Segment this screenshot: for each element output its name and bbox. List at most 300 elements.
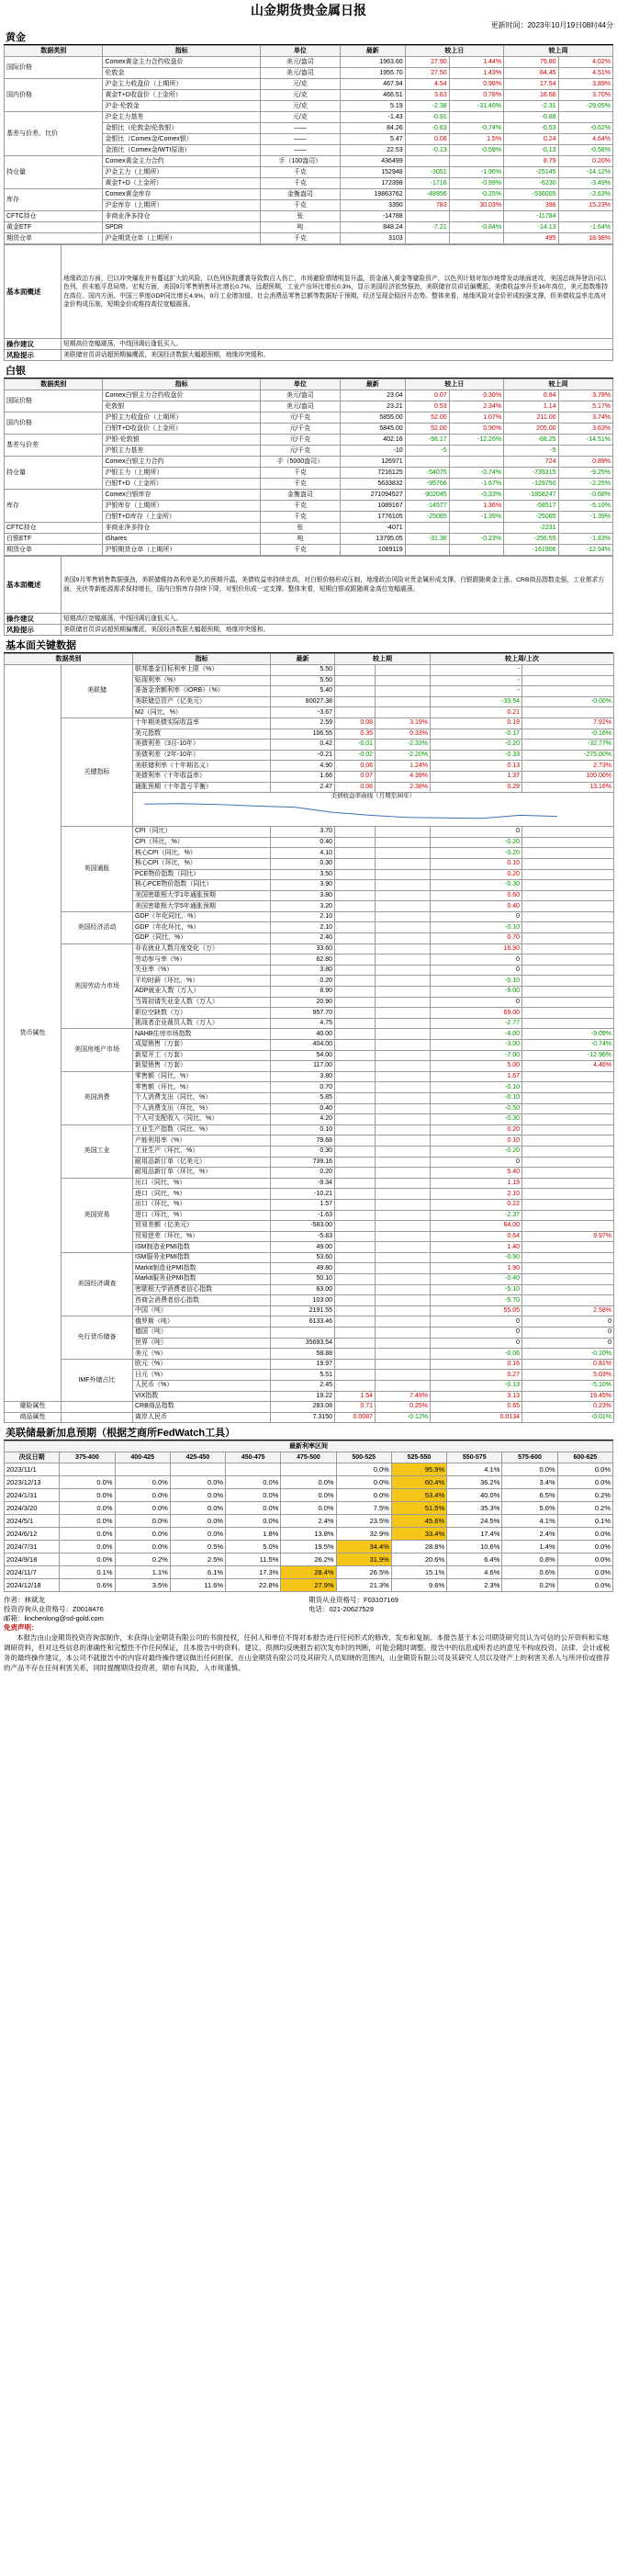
macro-row [5, 1029, 614, 1040]
macro-prev-change-cell: 0 [431, 1316, 522, 1328]
gold-day-change-cell [405, 156, 449, 167]
macro-change-cell [335, 987, 376, 998]
macro-indicator-cell: 德国（吨） [133, 1328, 271, 1339]
macro-change-pct-cell [376, 1328, 431, 1339]
silver-unit-cell: 吨 [260, 534, 340, 545]
macro-change-cell [335, 1071, 376, 1082]
macro-prev-pct-cell [522, 1071, 614, 1082]
macro-change-pct-cell [376, 1242, 431, 1253]
silver-latest-cell: 23.04 [340, 390, 405, 401]
macro-change-pct-cell [376, 1029, 431, 1040]
macro-prev-pct-cell [522, 997, 614, 1008]
gold-latest-cell: 1963.60 [340, 57, 405, 68]
fedwatch-prob-cell: 0.2% [557, 1502, 612, 1515]
macro-change-cell [335, 1252, 376, 1263]
macro-prev-pct-cell [522, 1114, 614, 1125]
macro-prev-change-cell: 0 [431, 1338, 522, 1349]
macro-latest-cell: 0.30 [271, 858, 335, 869]
gold-day-pct-cell: -31.46% [449, 101, 503, 112]
macro-prev-pct-cell: -0.74% [522, 1040, 614, 1051]
silver-day-pct-cell [449, 545, 503, 556]
gold-day-pct-cell: -0.84% [449, 222, 503, 233]
gold-indicator-cell: 沪金主力（上期所） [103, 167, 260, 178]
silver-week-pct-cell: 3.74% [558, 412, 613, 424]
macro-table-body [5, 665, 614, 1423]
gold-latest-cell: 22.53 [340, 145, 405, 156]
macro-group-category: 美国贸易 [62, 1178, 133, 1252]
gold-week-pct-cell: 4.64% [558, 134, 613, 145]
macro-indicator-cell: 美元（%） [133, 1349, 271, 1360]
macro-latest-cell: 117.00 [271, 1061, 335, 1072]
silver-week-change-cell: -68.25 [504, 435, 558, 446]
gold-day-change-cell: -0.91 [405, 112, 449, 123]
macro-indicator-cell: 工业生产指数（同比，%） [133, 1124, 271, 1135]
gold-week-change-cell: 84.45 [504, 68, 558, 79]
macro-change-cell [335, 955, 376, 966]
macro-indicator-cell: 准备金余额利率（IORB）（%） [133, 686, 271, 697]
gold-unit-cell: 手（100盎司） [260, 156, 340, 167]
gold-week-pct-cell: 18.98% [558, 233, 613, 244]
macro-prev-change-cell: 0.16 [431, 1359, 522, 1370]
macro-change-pct-cell: 0.33% [376, 729, 431, 740]
silver-day-pct-cell: -0.23% [449, 534, 503, 545]
macro-change-cell [335, 665, 376, 676]
silver-day-pct-cell [449, 457, 503, 468]
gold-section-title: 黄金 [4, 31, 613, 45]
macro-prev-pct-cell: 9.97% [522, 1231, 614, 1242]
macro-prev-change-cell: -0.40 [431, 1274, 522, 1285]
gold-table-body [5, 57, 613, 244]
gold-week-pct-cell: 15.23% [558, 200, 613, 211]
macro-change-pct-cell [376, 837, 431, 848]
macro-indicator-cell: 当周初请失业金人数（万人） [133, 997, 271, 1008]
gold-category-cell: 国际价格 [5, 57, 103, 79]
fedwatch-prob-cell: 0.1% [60, 1566, 115, 1579]
macro-group-category: 美国工业 [62, 1124, 133, 1178]
macro-change-cell [335, 1328, 376, 1339]
silver-week-pct-cell: -0.68% [558, 490, 613, 501]
macro-col-header: 最新 [271, 654, 335, 665]
gold-day-change-cell: -1716 [405, 178, 449, 189]
silver-col-header: 较上日 [405, 379, 503, 390]
fedwatch-prob-cell: 3.5% [115, 1579, 170, 1592]
fedwatch-col-header: 425-450 [170, 1452, 225, 1463]
gold-row [5, 222, 613, 233]
silver-row [5, 490, 613, 501]
fedwatch-prob-cell: 6.5% [502, 1489, 557, 1502]
macro-prev-change-cell: 64.00 [431, 1221, 522, 1232]
gold-day-change-cell [405, 211, 449, 222]
macro-change-cell [335, 1349, 376, 1360]
silver-day-change-cell: -25065 [405, 512, 449, 523]
macro-group-category: 美国房地产市场 [62, 1029, 133, 1071]
macro-indicator-cell: 美联储总资产（亿美元） [133, 696, 271, 707]
silver-week-pct-cell: -9.25% [558, 468, 613, 479]
macro-prev-pct-cell: -0.01% [522, 1412, 614, 1423]
silver-day-pct-cell: 2.34% [449, 401, 503, 412]
silver-latest-cell: -4071 [340, 523, 405, 534]
macro-change-pct-cell [376, 1199, 431, 1210]
silver-indicator-cell: 伦敦银 [103, 401, 260, 412]
macro-change-pct-cell [376, 1210, 431, 1221]
macro-change-pct-cell [376, 987, 431, 998]
macro-latest-cell: 2.45 [271, 1381, 335, 1392]
gold-day-pct-cell: 30.03% [449, 200, 503, 211]
macro-latest-cell: 3.80 [271, 965, 335, 976]
macro-col-header: 指标 [133, 654, 271, 665]
silver-week-change-cell: -58517 [504, 501, 558, 512]
gold-unit-cell: —— [260, 134, 340, 145]
macro-change-cell [335, 1189, 376, 1200]
macro-outer-category: 货币属性 [5, 665, 62, 1402]
footer [4, 1596, 613, 1673]
macro-indicator-cell: 平均时薪（环比，%） [133, 976, 271, 987]
silver-latest-cell: 5633832 [340, 479, 405, 490]
silver-indicator-cell: Comex白银主力合约 [103, 457, 260, 468]
gold-indicator-cell: 沪金库存（上期所） [103, 200, 260, 211]
macro-prev-pct-cell [522, 1018, 614, 1029]
macro-latest-cell: 103.00 [271, 1295, 335, 1306]
macro-prev-pct-cell [522, 1135, 614, 1147]
macro-prev-pct-cell [522, 943, 614, 955]
macro-change-cell [335, 707, 376, 718]
macro-change-cell [335, 922, 376, 933]
gold-day-pct-cell [449, 156, 503, 167]
macro-prev-pct-cell: 13.16% [522, 782, 614, 793]
macro-change-cell [335, 965, 376, 976]
silver-week-change-cell: -256.55 [504, 534, 558, 545]
fedwatch-prob-cell: 0.0% [170, 1489, 225, 1502]
silver-category-cell: 国际价格 [5, 390, 103, 412]
macro-prev-pct-cell [522, 922, 614, 933]
fedwatch-prob-cell: 1.1% [115, 1566, 170, 1579]
gold-week-change-cell: 495 [504, 233, 558, 244]
macro-latest-cell: 0.42 [271, 740, 335, 751]
macro-prev-change-cell: 1.90 [431, 1263, 522, 1274]
silver-week-pct-cell: -1.39% [558, 512, 613, 523]
macro-change-cell [335, 675, 376, 686]
gold-latest-cell: 5.47 [340, 134, 405, 145]
macro-change-cell [335, 1135, 376, 1147]
macro-prev-pct-cell [522, 1295, 614, 1306]
macro-change-pct-cell [376, 1103, 431, 1114]
macro-prev-change-cell: 0 [431, 997, 522, 1008]
silver-col-header: 较上周 [504, 379, 613, 390]
gold-week-pct-cell: -0.62% [558, 123, 613, 134]
macro-latest-cell: 0.70 [271, 1082, 335, 1093]
macro-latest-cell: -9.34 [271, 1178, 335, 1189]
macro-change-pct-cell [376, 707, 431, 718]
macro-prev-pct-cell: -275.00% [522, 750, 614, 761]
fedwatch-prob-cell: 9.6% [391, 1579, 446, 1592]
fedwatch-col-header: 600-625 [557, 1452, 612, 1463]
macro-latest-cell: 957.70 [271, 1008, 335, 1019]
silver-latest-cell: -10 [340, 446, 405, 457]
gold-latest-cell: 467.94 [340, 79, 405, 90]
gold-risk-label: 风险提示 [5, 350, 62, 361]
silver-indicator-cell: 沪银期货仓单（上期所） [103, 545, 260, 556]
fedwatch-prob-cell: 5.6% [502, 1502, 557, 1515]
gold-week-pct-cell [558, 112, 613, 123]
silver-day-change-cell: 52.00 [405, 424, 449, 435]
macro-prev-change-cell: -0.13 [431, 1381, 522, 1392]
fedwatch-prob-cell: 13.8% [281, 1528, 336, 1541]
silver-week-change-cell: -1858247 [504, 490, 558, 501]
macro-prev-pct-cell [522, 1252, 614, 1263]
gold-indicator-cell: Comex黄金库存 [103, 189, 260, 200]
silver-latest-cell: 5845.00 [340, 424, 405, 435]
silver-day-pct-cell: 0.30% [449, 390, 503, 401]
macro-change-cell [335, 1040, 376, 1051]
silver-week-pct-cell: -1.83% [558, 534, 613, 545]
macro-prev-pct-cell [522, 827, 614, 838]
gold-week-change-cell: -536005 [504, 189, 558, 200]
gold-unit-cell: 元/克 [260, 101, 340, 112]
silver-row [5, 412, 613, 424]
gold-latest-cell: 19863762 [340, 189, 405, 200]
fedwatch-prob-cell: 34.4% [336, 1541, 391, 1554]
macro-prev-pct-cell: 0 [522, 1338, 614, 1349]
macro-change-cell [335, 997, 376, 1008]
silver-week-change-cell: 211.00 [504, 412, 558, 424]
macro-change-cell [335, 943, 376, 955]
gold-row [5, 57, 613, 68]
gold-week-change-cell: -11784 [504, 211, 558, 222]
macro-change-cell [335, 1274, 376, 1285]
macro-latest-cell: 739.16 [271, 1157, 335, 1168]
macro-prev-change-cell: -3.00 [431, 1040, 522, 1051]
gold-unit-cell: 美元/盎司 [260, 57, 340, 68]
silver-unit-cell: 元/千克 [260, 435, 340, 446]
silver-category-cell: 白银ETF [5, 534, 103, 545]
yield-curve-label: 美债收益率曲线（月期至30年） [331, 793, 416, 800]
silver-header-row [5, 379, 613, 390]
fedwatch-col-header: 525-550 [391, 1452, 446, 1463]
macro-change-pct-cell [376, 1157, 431, 1168]
macro-change-pct-cell [376, 1124, 431, 1135]
gold-day-change-cell: -0.13 [405, 145, 449, 156]
silver-day-change-cell: -14577 [405, 501, 449, 512]
fedwatch-prob-cell: 0.0% [281, 1489, 336, 1502]
silver-indicator-cell: 白银T+D库存（上金所） [103, 512, 260, 523]
macro-group-category: 央行货币储备 [62, 1316, 133, 1359]
macro-latest-cell: 5.40 [271, 686, 335, 697]
macro-indicator-cell: 进口（环比，%） [133, 1210, 271, 1221]
macro-change-pct-cell [376, 933, 431, 944]
macro-prev-pct-cell [522, 1146, 614, 1157]
fedwatch-prob-cell [115, 1463, 170, 1476]
macro-change-cell [335, 1008, 376, 1019]
gold-indicator-cell: 伦敦金 [103, 68, 260, 79]
fedwatch-prob-cell: 26.5% [336, 1566, 391, 1579]
gold-unit-cell: 张 [260, 211, 340, 222]
silver-col-header: 单位 [260, 379, 340, 390]
fedwatch-prob-cell: 3.4% [502, 1476, 557, 1489]
macro-latest-cell: 106.55 [271, 729, 335, 740]
macro-change-cell [335, 1295, 376, 1306]
macro-indicator-cell: PCE物价指数（同比） [133, 869, 271, 880]
gold-category-cell: 库存 [5, 189, 103, 211]
silver-day-pct-cell: -1.39% [449, 512, 503, 523]
macro-prev-pct-cell: -32.77% [522, 740, 614, 751]
fedwatch-prob-cell: 0.0% [336, 1463, 391, 1476]
macro-prev-change-cell: -4.00 [431, 1029, 522, 1040]
fedwatch-prob-cell: 0.2% [115, 1554, 170, 1566]
fedwatch-row [5, 1489, 613, 1502]
silver-fundamentals-text: 美国9月零售销售数据强劲，美联储维持高利率更久的预期升温，美债收益率持续走高，对白银价格形成压制，地缘政治风险对贵金属形成支撑，白银跟随黄金上涨。CRB商品指数走强，工业需求方面，光伏等新能源需求保持增长，国内白银库存持续下降，对银价形成一定支撑。整体来看，短期白银或跟随黄金高位宽幅震荡。 [62, 557, 613, 614]
silver-day-change-cell: -56.17 [405, 435, 449, 446]
macro-prev-change-cell: 5.40 [431, 1168, 522, 1179]
macro-latest-cell: 63.00 [271, 1284, 335, 1295]
macro-col-header: 数据类别 [5, 654, 133, 665]
gold-unit-cell: 千克 [260, 200, 340, 211]
fedwatch-row [5, 1476, 613, 1489]
gold-col-header: 最新 [340, 46, 405, 57]
gold-latest-cell: 848.24 [340, 222, 405, 233]
macro-indicator-cell: 世界（吨） [133, 1338, 271, 1349]
gold-latest-cell: 3103 [340, 233, 405, 244]
macro-indicator-cell: 美债利差（2年-10年） [133, 750, 271, 761]
email[interactable]: 邮箱：linchenlong@sd-gold.com [4, 1614, 104, 1623]
macro-prev-pct-cell [522, 848, 614, 859]
gold-week-pct-cell: -29.05% [558, 101, 613, 112]
macro-prev-change-cell: 0.10 [431, 858, 522, 869]
fedwatch-prob-cell: 17.3% [226, 1566, 281, 1579]
gold-week-change-cell: -2.31 [504, 101, 558, 112]
macro-latest-cell: 2.10 [271, 922, 335, 933]
silver-unit-cell: 元/千克 [260, 412, 340, 424]
gold-category-cell: CFTC持仓 [5, 211, 103, 222]
gold-indicator-cell: 沪金期货仓单（上期所） [103, 233, 260, 244]
macro-change-cell [335, 1178, 376, 1189]
macro-prev-change-cell: 0.40 [431, 901, 522, 912]
macro-latest-cell: 2.40 [271, 933, 335, 944]
gold-day-pct-cell: 0.98% [449, 79, 503, 90]
silver-week-pct-cell: -14.51% [558, 435, 613, 446]
silver-day-change-cell [405, 545, 449, 556]
macro-indicator-cell: 核心CPI（环比，%） [133, 858, 271, 869]
fedwatch-prob-cell [170, 1463, 225, 1476]
silver-day-pct-cell [449, 523, 503, 534]
fedwatch-prob-cell [226, 1463, 281, 1476]
macro-change-pct-cell [376, 1338, 431, 1349]
macro-latest-cell: 0.20 [271, 1168, 335, 1179]
macro-prev-change-cell: -5.10 [431, 1284, 522, 1295]
silver-fundamentals-label: 基本面概述 [5, 557, 62, 614]
macro-indicator-cell: GDP（同比，%） [133, 933, 271, 944]
fedwatch-prob-cell: 0.5% [170, 1541, 225, 1554]
macro-latest-cell: -3.67 [271, 707, 335, 718]
macro-prev-change-cell: 0 [431, 827, 522, 838]
fedwatch-prob-cell: 2.4% [281, 1515, 336, 1528]
gold-unit-cell: 金衡盎司 [260, 189, 340, 200]
silver-day-change-cell: 0.07 [405, 390, 449, 401]
macro-change-cell [335, 1305, 376, 1316]
macro-latest-cell: 4.90 [271, 761, 335, 772]
macro-row [5, 665, 614, 676]
fedwatch-table [4, 1441, 613, 1592]
silver-strategy-label: 操作建议 [5, 614, 62, 625]
macro-latest-cell: 8.90 [271, 987, 335, 998]
fedwatch-subheader: 最新利率区间 [5, 1441, 613, 1452]
gold-col-header: 数据类别 [5, 46, 103, 57]
silver-col-header: 数据类别 [5, 379, 103, 390]
fedwatch-prob-cell: 0.0% [226, 1502, 281, 1515]
gold-latest-cell: 172398 [340, 178, 405, 189]
macro-latest-cell: 5.85 [271, 1092, 335, 1103]
macro-prev-change-cell: 0.13 [431, 761, 522, 772]
macro-prev-pct-cell: 7.92% [522, 717, 614, 729]
macro-indicator-cell: 零售额（同比，%） [133, 1071, 271, 1082]
macro-change-cell: 0.0087 [335, 1412, 376, 1423]
macro-prev-pct-cell [522, 1242, 614, 1253]
gold-fundamentals-label: 基本面概述 [5, 245, 62, 339]
macro-indicator-cell: 日元（%） [133, 1370, 271, 1381]
gold-week-change-cell: -25145 [504, 167, 558, 178]
fedwatch-prob-cell: 0.0% [557, 1476, 612, 1489]
silver-day-change-cell: 0.53 [405, 401, 449, 412]
macro-prev-change-cell: 0.20 [431, 1124, 522, 1135]
macro-change-cell [335, 1050, 376, 1061]
macro-change-pct-cell [376, 965, 431, 976]
macro-change-pct-cell [376, 665, 431, 676]
macro-change-pct-cell [376, 1316, 431, 1328]
macro-prev-pct-cell [522, 1124, 614, 1135]
macro-group-category: 美联储 [62, 665, 133, 718]
macro-prev-change-cell: -0.17 [431, 729, 522, 740]
macro-prev-pct-cell: -0.10% [522, 1349, 614, 1360]
macro-indicator-cell: CRB商品指数 [133, 1402, 271, 1413]
fedwatch-prob-cell: 23.5% [336, 1515, 391, 1528]
fedwatch-col-header: 500-525 [336, 1452, 391, 1463]
fedwatch-prob-cell: 0.0% [60, 1554, 115, 1566]
fedwatch-prob-cell: 15.1% [391, 1566, 446, 1579]
macro-prev-change-cell: -0.06 [431, 1349, 522, 1360]
macro-change-pct-cell [376, 1221, 431, 1232]
gold-day-change-cell: 27.90 [405, 57, 449, 68]
macro-indicator-cell: 劳动参与率（%） [133, 955, 271, 966]
fedwatch-prob-cell: 0.0% [336, 1489, 391, 1502]
fedwatch-prob-cell: 2.5% [170, 1554, 225, 1566]
gold-day-pct-cell: 1.43% [449, 68, 503, 79]
gold-day-pct-cell [449, 211, 503, 222]
gold-day-pct-cell: -0.25% [449, 189, 503, 200]
macro-indicator-cell: 美债利差（3月-10年） [133, 740, 271, 751]
silver-day-pct-cell: 1.07% [449, 412, 503, 424]
macro-prev-change-cell: -2.37 [431, 1210, 522, 1221]
macro-indicator-cell: CPI（同比） [133, 827, 271, 838]
macro-indicator-cell: 联邦基金目标利率上限（%） [133, 665, 271, 676]
macro-indicator-cell: 贴现利率（%） [133, 675, 271, 686]
silver-day-change-cell: -5 [405, 446, 449, 457]
macro-indicator-cell: 个人消费支出（环比，%） [133, 1103, 271, 1114]
macro-change-pct-cell: 2.38% [376, 782, 431, 793]
fedwatch-prob-cell: 6.4% [447, 1554, 502, 1566]
fedwatch-prob-cell [60, 1463, 115, 1476]
macro-indicator-cell: ISM服务业PMI指数 [133, 1252, 271, 1263]
macro-latest-cell: 2.10 [271, 911, 335, 922]
macro-change-pct-cell [376, 1284, 431, 1295]
macro-change-cell: 0.71 [335, 1402, 376, 1413]
fedwatch-row [5, 1566, 613, 1579]
fedwatch-date-cell: 2024/11/7 [5, 1566, 60, 1579]
macro-prev-change-cell: 0 [431, 965, 522, 976]
macro-prev-change-cell: 0.10 [431, 1135, 522, 1147]
macro-prev-pct-cell [522, 675, 614, 686]
gold-day-pct-cell: 1.44% [449, 57, 503, 68]
silver-day-change-cell: -54075 [405, 468, 449, 479]
gold-day-pct-cell: -1.96% [449, 167, 503, 178]
